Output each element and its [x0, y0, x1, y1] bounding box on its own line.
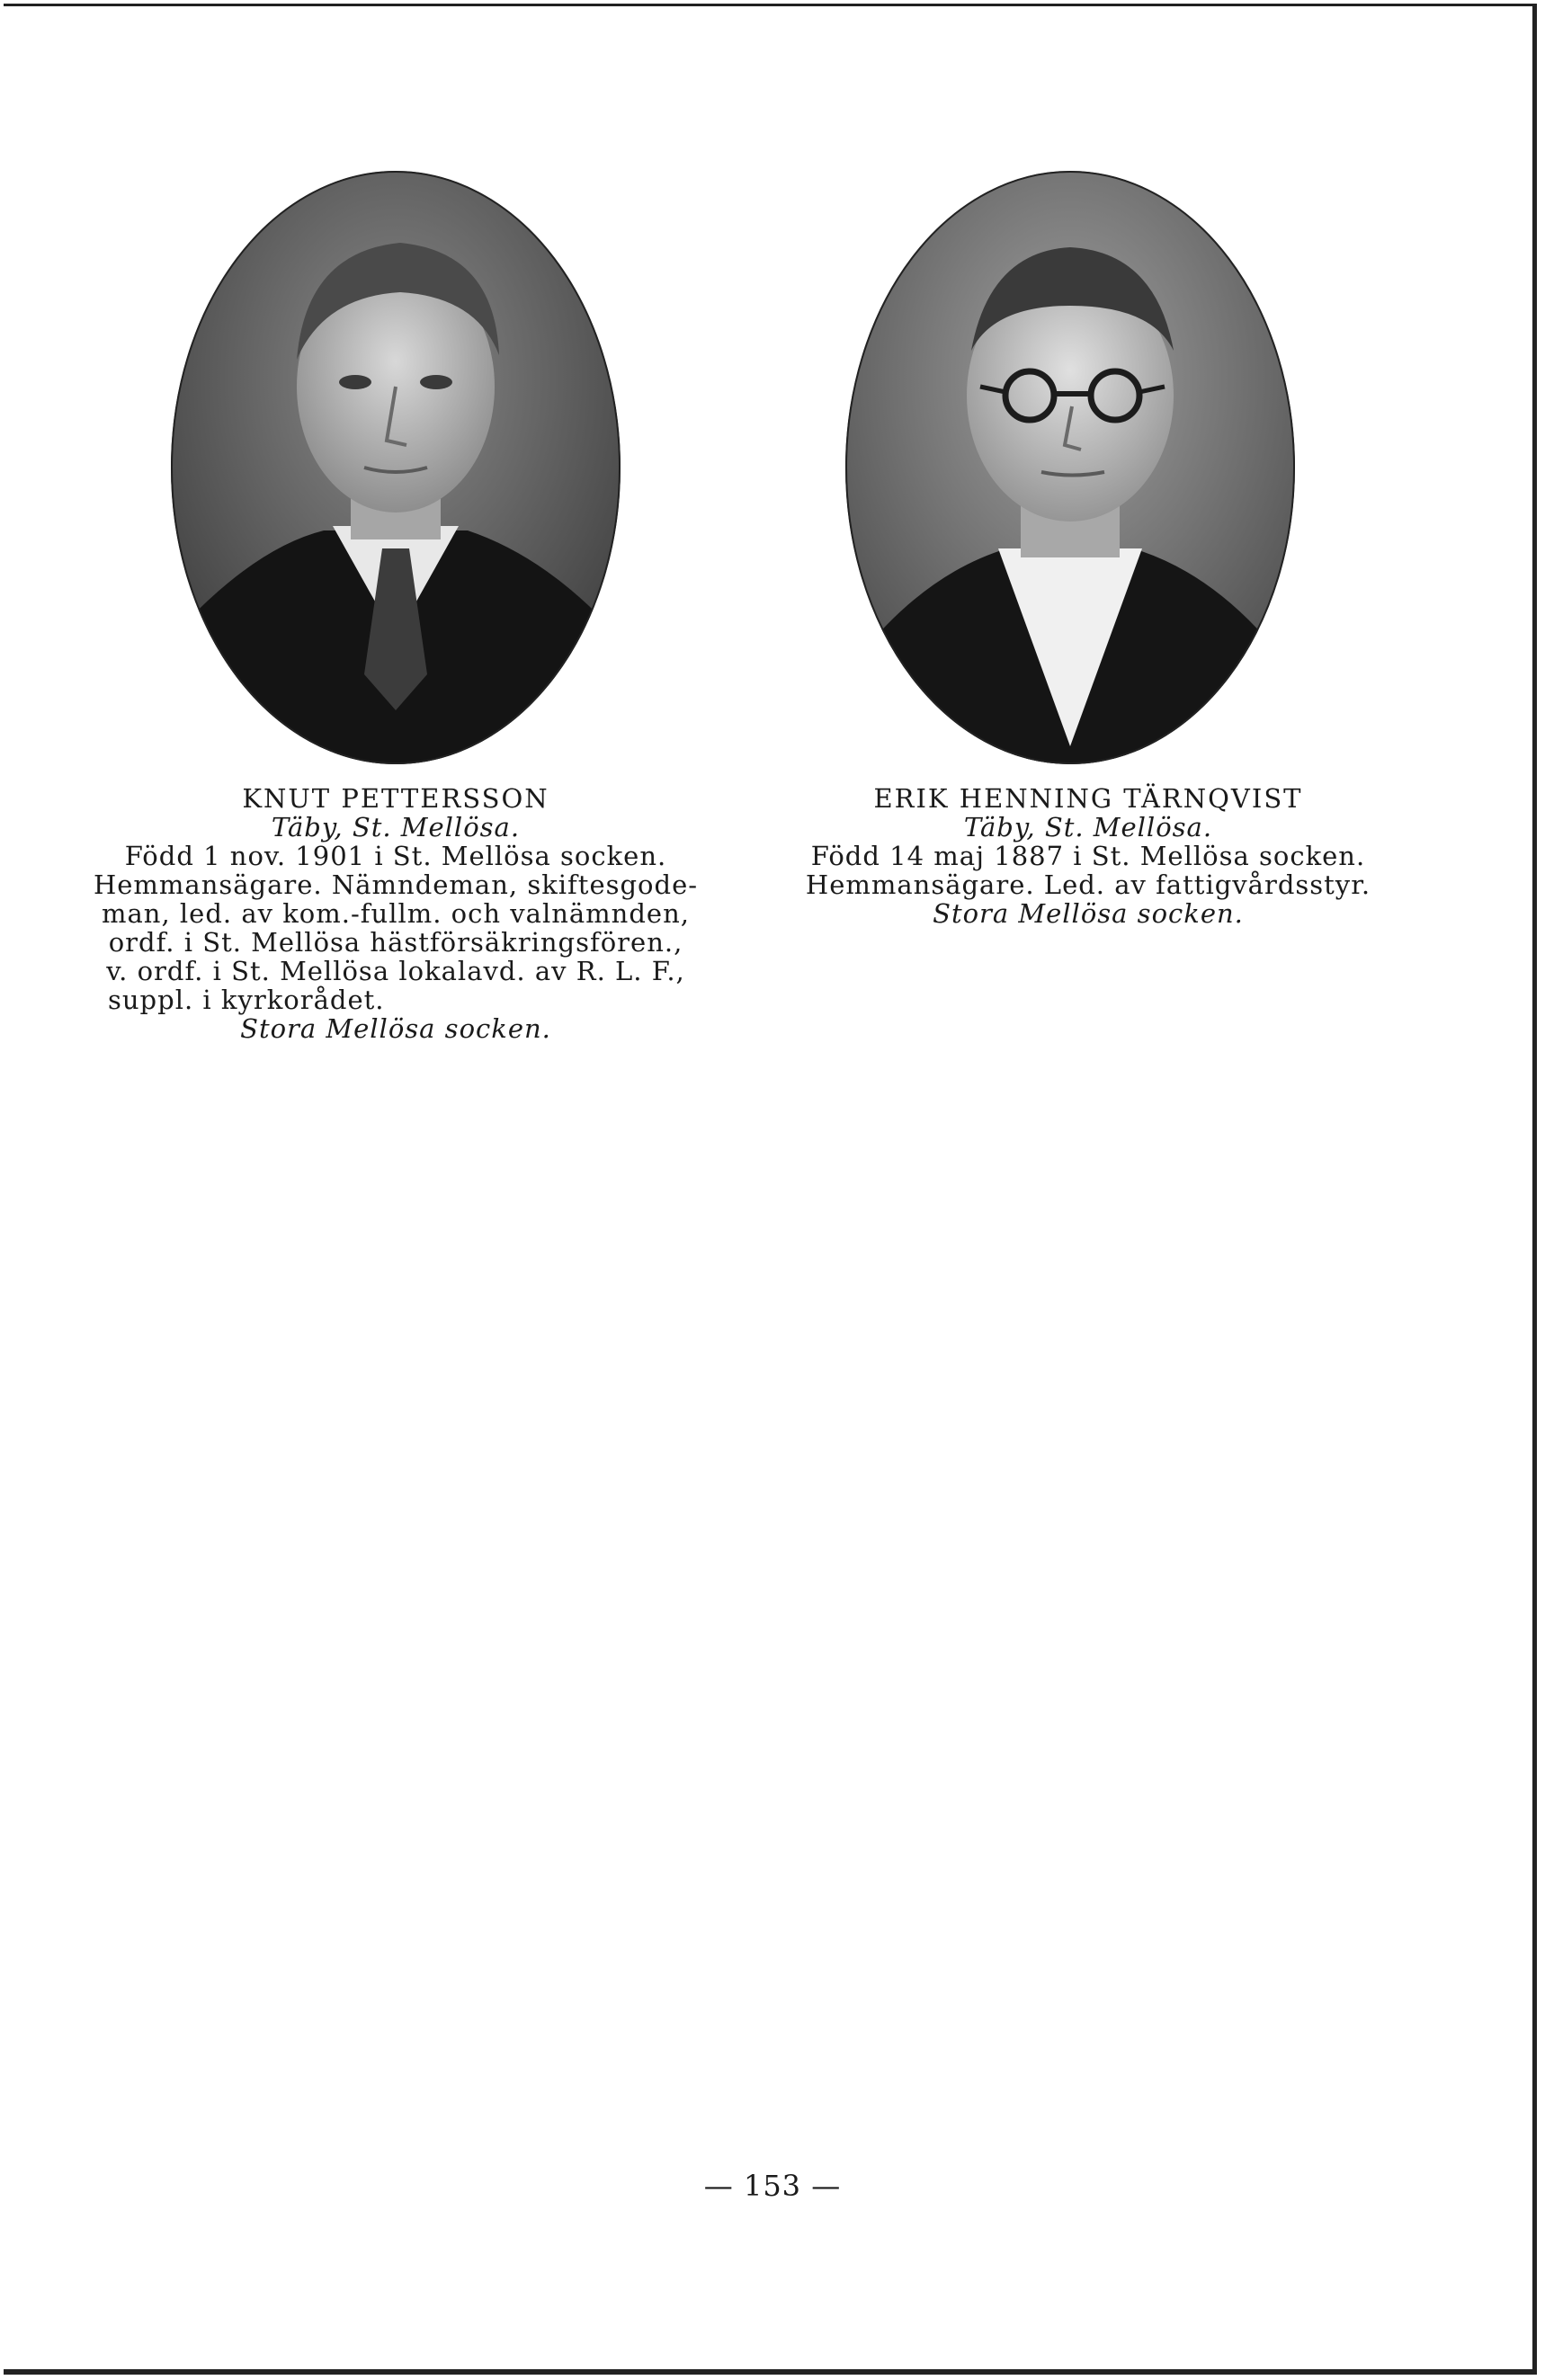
biography-knut-pettersson: [63, 784, 728, 1043]
bio-line: v. ordf. i St. Mellösa lokalavd. av R. L. F.,: [106, 956, 685, 986]
bio-line: Hemmansägare. Led. av fattigvårdsstyr.: [805, 869, 1371, 900]
residence: Täby, St. Mellösa.: [271, 812, 521, 842]
person-name: KNUT PETTERSSON: [242, 783, 549, 814]
biography-erik-henning-tarnqvist: [755, 784, 1421, 928]
person-name: ERIK HENNING TÄRNQVIST: [873, 783, 1303, 814]
bio-line: Född 1 nov. 1901 i St. Mellösa socken.: [124, 841, 667, 871]
bio-line: ordf. i St. Mellösa hästförsäkringsfören.,: [108, 927, 683, 958]
portrait-photo-1: [171, 171, 621, 764]
parish: Stora Mellösa socken.: [933, 898, 1244, 929]
portrait-photo-2: [845, 171, 1295, 764]
bio-line: man, led. av kom.-fullm. och valnämnden,: [102, 898, 690, 929]
bio-line: Hemmansägare. Nämndeman, skiftesgode-: [93, 869, 699, 900]
parish: Stora Mellösa socken.: [240, 1013, 551, 1044]
bio-line: Född 14 maj 1887 i St. Mellösa socken.: [810, 841, 1366, 871]
page-number: — 153 —: [703, 2169, 842, 2203]
bio-line: suppl. i kyrkorådet.: [108, 985, 385, 1015]
residence: Täby, St. Mellösa.: [963, 812, 1213, 842]
